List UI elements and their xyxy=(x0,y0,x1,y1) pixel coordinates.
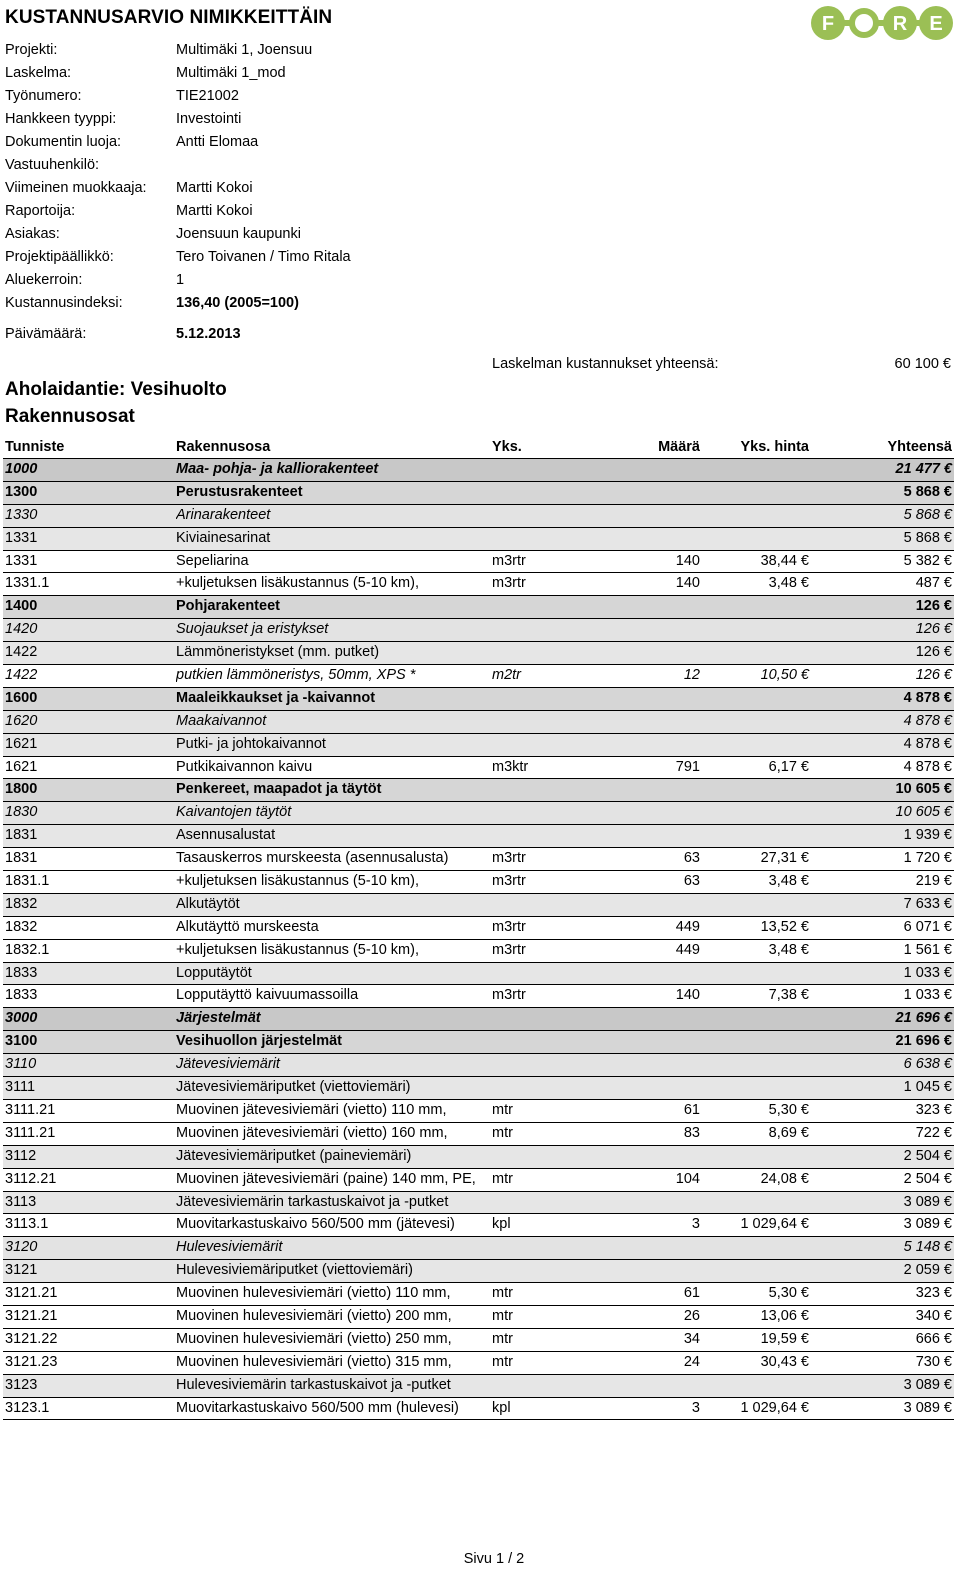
cell-name: Jätevesiviemärit xyxy=(176,1056,280,1073)
cell-code: 3111.21 xyxy=(5,1124,56,1141)
cell-code: 1300 xyxy=(5,483,38,500)
meta-label: Työnumero: xyxy=(5,88,82,104)
cell-price: 24,08 € xyxy=(760,1170,809,1187)
cell-unit: mtr xyxy=(492,1124,513,1141)
cell-price: 27,31 € xyxy=(760,850,809,867)
cell-qty: 140 xyxy=(675,575,700,592)
table-row xyxy=(3,688,954,711)
cell-name: Muovinen jätevesiviemäri (paine) 140 mm, PE, xyxy=(176,1170,476,1187)
cell-code: 3111.21 xyxy=(5,1101,56,1118)
meta-value: Antti Elomaa xyxy=(176,134,259,150)
table-row xyxy=(3,482,954,505)
cell-qty: 83 xyxy=(683,1124,700,1141)
meta-value: Joensuun kaupunki xyxy=(176,226,301,242)
cell-name: Jätevesiviemäriputket (viettoviemäri) xyxy=(176,1079,411,1096)
meta-value: TIE21002 xyxy=(176,88,239,104)
report-title: KUSTANNUSARVIO NIMIKKEITTÄIN xyxy=(5,7,333,28)
cell-qty: 34 xyxy=(683,1330,700,1347)
cell-code: 3112.21 xyxy=(5,1170,57,1187)
cell-total: 2 504 € xyxy=(903,1170,952,1187)
cell-code: 3123 xyxy=(5,1376,38,1393)
cell-qty: 61 xyxy=(683,1285,700,1302)
cell-code: 1800 xyxy=(5,781,38,798)
table-row xyxy=(3,1100,954,1123)
cell-name: Muovitarkastuskaivo 560/500 mm (hulevesi) xyxy=(176,1399,459,1416)
table-row xyxy=(3,1031,954,1054)
cell-total: 5 868 € xyxy=(903,529,952,546)
column-header-code: Tunniste xyxy=(5,439,65,455)
cell-code: 1621 xyxy=(5,735,38,752)
column-header-name: Rakennusosa xyxy=(176,439,271,455)
cell-total: 10 605 € xyxy=(895,804,952,821)
cell-name: Penkereet, maapadot ja täytöt xyxy=(176,781,382,798)
cell-code: 3112 xyxy=(5,1147,37,1164)
cell-name: Muovinen jätevesiviemäri (vietto) 110 mm, xyxy=(176,1101,447,1118)
cell-price: 1 029,64 € xyxy=(740,1216,809,1233)
meta-label: Viimeinen muokkaaja: xyxy=(5,180,147,196)
meta-row xyxy=(5,39,525,62)
meta-label: Asiakas: xyxy=(5,226,60,242)
cell-qty: 791 xyxy=(675,758,700,775)
cell-price: 7,38 € xyxy=(768,987,809,1004)
table-row xyxy=(3,596,954,619)
date-value: 5.12.2013 xyxy=(176,326,241,342)
cell-price: 3,48 € xyxy=(768,941,809,958)
meta-value: Martti Kokoi xyxy=(176,180,253,196)
cell-qty: 61 xyxy=(683,1101,700,1118)
cell-name: Muovinen hulevesiviemäri (vietto) 200 mm, xyxy=(176,1307,452,1324)
cell-price: 13,52 € xyxy=(760,918,809,935)
cell-name: Alkutäytöt xyxy=(176,895,240,912)
cell-qty: 140 xyxy=(675,987,700,1004)
meta-row xyxy=(5,200,525,223)
cell-total: 323 € xyxy=(915,1101,952,1118)
cell-unit: mtr xyxy=(492,1353,513,1370)
total-cost-value: 60 100 € xyxy=(894,356,951,372)
cell-qty: 12 xyxy=(683,667,700,684)
table-row xyxy=(3,1237,954,1260)
cell-price: 19,59 € xyxy=(760,1330,809,1347)
meta-value: 1 xyxy=(176,272,185,288)
table-row xyxy=(3,985,954,1008)
cell-unit: m3rtr xyxy=(492,575,526,592)
table-row xyxy=(3,917,954,940)
cell-total: 5 868 € xyxy=(903,483,952,500)
cell-unit: mtr xyxy=(492,1285,513,1302)
cell-name: +kuljetuksen lisäkustannus (5-10 km), xyxy=(176,575,419,592)
table-row xyxy=(3,1169,954,1192)
cell-code: 3113.1 xyxy=(5,1216,49,1233)
cell-qty: 24 xyxy=(683,1353,700,1370)
meta-row xyxy=(5,269,525,292)
cell-code: 3123.1 xyxy=(5,1399,50,1416)
cell-total: 21 696 € xyxy=(895,1010,952,1027)
cell-name: Jätevesiviemäriputket (paineviemäri) xyxy=(176,1147,412,1164)
cell-code: 3121.21 xyxy=(5,1307,58,1324)
cell-code: 1000 xyxy=(5,461,38,477)
meta-value: Multimäki 1_mod xyxy=(176,65,286,81)
meta-row xyxy=(5,246,525,269)
meta-label: Vastuuhenkilö: xyxy=(5,157,100,173)
table-row xyxy=(3,573,954,596)
total-cost-label: Laskelman kustannukset yhteensä: xyxy=(492,356,719,372)
table-row xyxy=(3,619,954,642)
meta-label: Projektipäällikkö: xyxy=(5,249,114,265)
cell-name: putkien lämmöneristys, 50mm, XPS * xyxy=(176,667,416,684)
cell-name: Maa- pohja- ja kalliorakenteet xyxy=(176,461,379,477)
cell-code: 1620 xyxy=(5,712,38,729)
cell-code: 1331 xyxy=(5,529,38,546)
cell-unit: kpl xyxy=(492,1216,511,1233)
table-row xyxy=(3,940,954,963)
cell-name: Muovitarkastuskaivo 560/500 mm (jätevesi) xyxy=(176,1216,455,1233)
cell-price: 13,06 € xyxy=(760,1307,809,1324)
cell-price: 5,30 € xyxy=(768,1285,809,1302)
cell-qty: 63 xyxy=(683,873,700,890)
meta-value: Martti Kokoi xyxy=(176,203,253,219)
table-row xyxy=(3,665,954,688)
cell-unit: m3rtr xyxy=(492,918,526,935)
meta-label: Laskelma: xyxy=(5,65,72,81)
cell-code: 3121 xyxy=(5,1262,38,1279)
cell-name: Kaivantojen täytöt xyxy=(176,804,292,821)
svg-text:R: R xyxy=(892,13,908,35)
table-header xyxy=(3,436,954,459)
column-header-price: Yks. hinta xyxy=(740,439,809,455)
table-row xyxy=(3,1146,954,1169)
cell-qty: 63 xyxy=(683,850,700,867)
cell-code: 1600 xyxy=(5,689,38,706)
cost-table xyxy=(3,436,954,1420)
meta-label: Projekti: xyxy=(5,42,58,58)
table-row xyxy=(3,711,954,734)
cell-total: 6 071 € xyxy=(903,918,952,935)
cell-code: 1830 xyxy=(5,804,38,821)
cell-code: 1831 xyxy=(5,850,38,867)
cell-total: 4 878 € xyxy=(903,712,952,729)
section-title: Aholaidantie: Vesihuolto xyxy=(5,379,227,400)
table-row xyxy=(3,848,954,871)
cell-unit: mtr xyxy=(492,1330,513,1347)
cell-code: 1833 xyxy=(5,987,38,1004)
cell-code: 3111 xyxy=(5,1079,36,1096)
cell-total: 1 045 € xyxy=(903,1079,952,1096)
meta-value: Investointi xyxy=(176,111,242,127)
table-row xyxy=(3,1375,954,1398)
table-row xyxy=(3,1306,954,1329)
meta-value: Multimäki 1, Joensuu xyxy=(176,42,313,58)
table-row xyxy=(3,1352,954,1375)
meta-label: Raportoija: xyxy=(5,203,76,219)
cell-code: 1331.1 xyxy=(5,575,50,592)
table-row xyxy=(3,459,954,482)
cell-name: Kiviainesarinat xyxy=(176,529,271,546)
column-header-total: Yhteensä xyxy=(887,439,952,455)
table-body xyxy=(3,459,954,1420)
cell-code: 1420 xyxy=(5,621,38,638)
cell-total: 722 € xyxy=(915,1124,952,1141)
cell-name: Perustusrakenteet xyxy=(176,483,303,500)
cell-name: Suojaukset ja eristykset xyxy=(176,621,329,638)
cell-qty: 3 xyxy=(691,1216,700,1233)
table-row xyxy=(3,825,954,848)
table-row xyxy=(3,1077,954,1100)
cell-qty: 3 xyxy=(691,1399,700,1416)
cell-total: 3 089 € xyxy=(903,1193,952,1210)
cell-price: 5,30 € xyxy=(768,1101,809,1118)
table-row xyxy=(3,757,954,780)
column-header-unit: Yks. xyxy=(492,439,522,455)
cell-code: 3000 xyxy=(5,1010,38,1027)
cell-unit: m3rtr xyxy=(492,987,526,1004)
meta-row xyxy=(5,62,525,85)
cell-total: 21 477 € xyxy=(895,461,952,477)
table-row xyxy=(3,1398,954,1421)
page-number: Sivu 1 / 2 xyxy=(463,1551,525,1567)
cell-code: 1400 xyxy=(5,598,38,615)
cell-code: 1833 xyxy=(5,964,38,981)
cell-code: 1422 xyxy=(5,667,38,684)
cell-total: 5 868 € xyxy=(903,506,952,523)
cell-code: 3110 xyxy=(5,1056,37,1073)
cell-total: 6 638 € xyxy=(903,1056,952,1073)
cell-total: 2 059 € xyxy=(903,1262,952,1279)
table-row xyxy=(3,734,954,757)
table-row xyxy=(3,1329,954,1352)
cell-name: +kuljetuksen lisäkustannus (5-10 km), xyxy=(176,941,419,958)
cell-code: 3121.22 xyxy=(5,1330,58,1347)
cell-unit: kpl xyxy=(492,1399,511,1416)
cell-unit: mtr xyxy=(492,1307,513,1324)
cell-total: 1 033 € xyxy=(903,964,952,981)
cell-name: Lopputäyttö kaivuumassoilla xyxy=(176,987,359,1004)
cell-name: Alkutäyttö murskeesta xyxy=(176,918,319,935)
cell-price: 10,50 € xyxy=(760,667,809,684)
date-row xyxy=(5,324,525,344)
table-row xyxy=(3,528,954,551)
cell-unit: m3rtr xyxy=(492,873,526,890)
cell-total: 10 605 € xyxy=(895,781,952,798)
cell-price: 1 029,64 € xyxy=(740,1399,809,1416)
meta-row xyxy=(5,177,525,200)
cell-total: 1 939 € xyxy=(903,827,952,844)
cell-name: Maakaivannot xyxy=(176,712,267,729)
cell-total: 730 € xyxy=(915,1353,952,1370)
cell-name: Lämmöneristykset (mm. putket) xyxy=(176,644,380,661)
cell-qty: 449 xyxy=(675,941,700,958)
cell-code: 3120 xyxy=(5,1239,38,1256)
cell-name: Järjestelmät xyxy=(176,1010,261,1027)
cell-total: 5 382 € xyxy=(903,552,952,569)
cell-total: 7 633 € xyxy=(903,895,952,912)
column-header-qty: Määrä xyxy=(658,439,700,455)
cell-code: 3121.23 xyxy=(5,1353,58,1370)
cell-total: 3 089 € xyxy=(903,1216,952,1233)
date-label: Päivämäärä: xyxy=(5,326,87,342)
meta-label: Aluekerroin: xyxy=(5,272,83,288)
table-row xyxy=(3,1214,954,1237)
meta-label: Dokumentin luoja: xyxy=(5,134,122,150)
table-row xyxy=(3,1192,954,1215)
table-row xyxy=(3,1283,954,1306)
cell-name: Muovinen hulevesiviemäri (vietto) 250 mm, xyxy=(176,1330,452,1347)
meta-row xyxy=(5,154,525,177)
cell-total: 340 € xyxy=(915,1307,952,1324)
svg-text:E: E xyxy=(929,13,943,35)
cell-name: Muovinen hulevesiviemäri (vietto) 110 mm, xyxy=(176,1285,451,1302)
cell-name: Muovinen jätevesiviemäri (vietto) 160 mm, xyxy=(176,1124,448,1141)
table-row xyxy=(3,871,954,894)
cell-unit: m3ktr xyxy=(492,758,529,775)
cell-code: 1331 xyxy=(5,552,38,569)
cell-name: +kuljetuksen lisäkustannus (5-10 km), xyxy=(176,873,419,890)
cell-total: 126 € xyxy=(915,621,952,638)
meta-row xyxy=(5,131,525,154)
cell-price: 3,48 € xyxy=(768,575,809,592)
cell-total: 4 878 € xyxy=(903,689,952,706)
cell-code: 3121.21 xyxy=(5,1285,58,1302)
cell-code: 3100 xyxy=(5,1033,38,1050)
cell-total: 2 504 € xyxy=(903,1147,952,1164)
cell-price: 3,48 € xyxy=(768,873,809,890)
cell-unit: m3rtr xyxy=(492,941,526,958)
cell-name: Lopputäytöt xyxy=(176,964,252,981)
fore-logo xyxy=(808,2,956,44)
table-row xyxy=(3,642,954,665)
section-subtitle: Rakennusosat xyxy=(5,406,135,427)
cell-code: 1832 xyxy=(5,918,38,935)
table-row xyxy=(3,505,954,528)
cell-price: 30,43 € xyxy=(760,1353,809,1370)
cell-total: 4 878 € xyxy=(903,735,952,752)
cell-name: Vesihuollon järjestelmät xyxy=(176,1033,342,1050)
table-row xyxy=(3,1123,954,1146)
cell-code: 1621 xyxy=(5,758,38,775)
cell-name: Maaleikkaukset ja -kaivannot xyxy=(176,689,376,706)
cell-name: Hulevesiviemäriputket (viettoviemäri) xyxy=(176,1262,413,1279)
cell-code: 1831 xyxy=(5,827,38,844)
table-row xyxy=(3,802,954,825)
cell-code: 1831.1 xyxy=(5,873,50,890)
cell-unit: m2tr xyxy=(492,667,521,684)
meta-label: Hankkeen tyyppi: xyxy=(5,111,117,127)
table-row xyxy=(3,1054,954,1077)
table-row xyxy=(3,779,954,802)
table-row xyxy=(3,894,954,917)
meta-row xyxy=(5,292,525,315)
table-row xyxy=(3,1260,954,1283)
cell-name: Pohjarakenteet xyxy=(176,598,280,615)
cell-name: Putkikaivannon kaivu xyxy=(176,758,313,775)
cell-name: Jätevesiviemärin tarkastuskaivot ja -putket xyxy=(176,1193,449,1210)
cell-unit: mtr xyxy=(492,1170,513,1187)
cell-total: 323 € xyxy=(915,1285,952,1302)
meta-row xyxy=(5,223,525,246)
cell-code: 3113 xyxy=(5,1193,37,1210)
cell-code: 1832 xyxy=(5,895,38,912)
cell-unit: m3rtr xyxy=(492,850,526,867)
cell-name: Muovinen hulevesiviemäri (vietto) 315 mm, xyxy=(176,1353,452,1370)
cell-name: Tasauskerros murskeesta (asennusalusta) xyxy=(176,850,449,867)
cell-code: 1422 xyxy=(5,644,38,661)
table-row xyxy=(3,1008,954,1031)
cell-price: 6,17 € xyxy=(768,758,809,775)
cell-name: Arinarakenteet xyxy=(176,506,271,523)
table-row xyxy=(3,551,954,574)
cell-qty: 140 xyxy=(675,552,700,569)
table-row xyxy=(3,963,954,986)
cell-price: 8,69 € xyxy=(768,1124,809,1141)
cell-qty: 26 xyxy=(683,1307,700,1324)
project-meta xyxy=(5,39,525,315)
cell-unit: mtr xyxy=(492,1101,513,1118)
cell-total: 21 696 € xyxy=(895,1033,952,1050)
cell-total: 126 € xyxy=(915,598,952,615)
cell-total: 5 148 € xyxy=(903,1239,952,1256)
cell-total: 1 561 € xyxy=(903,941,952,958)
cell-total: 126 € xyxy=(915,644,952,661)
cell-total: 3 089 € xyxy=(903,1399,952,1416)
cell-name: Asennusalustat xyxy=(176,827,276,844)
cell-qty: 104 xyxy=(675,1170,700,1187)
cell-price: 38,44 € xyxy=(760,552,809,569)
cell-total: 219 € xyxy=(915,873,952,890)
cell-total: 126 € xyxy=(915,667,952,684)
meta-row xyxy=(5,85,525,108)
cell-total: 1 720 € xyxy=(903,850,952,867)
cell-qty: 449 xyxy=(675,918,700,935)
cell-name: Hulevesiviemärit xyxy=(176,1239,283,1256)
meta-value: Tero Toivanen / Timo Ritala xyxy=(176,249,351,265)
cell-name: Hulevesiviemärin tarkastuskaivot ja -putket xyxy=(176,1376,451,1393)
meta-label: Kustannusindeksi: xyxy=(5,295,123,311)
cell-total: 487 € xyxy=(915,575,952,592)
cell-unit: m3rtr xyxy=(492,552,526,569)
cell-code: 1832.1 xyxy=(5,941,50,958)
cell-total: 4 878 € xyxy=(903,758,952,775)
cell-total: 1 033 € xyxy=(903,987,952,1004)
cell-name: Putki- ja johtokaivannot xyxy=(176,735,326,752)
cell-code: 1330 xyxy=(5,506,38,523)
cell-name: Sepeliarina xyxy=(176,552,249,569)
meta-row xyxy=(5,108,525,131)
cell-total: 666 € xyxy=(915,1330,952,1347)
cell-total: 3 089 € xyxy=(903,1376,952,1393)
svg-text:F: F xyxy=(821,13,835,35)
meta-value: 136,40 (2005=100) xyxy=(176,295,299,311)
